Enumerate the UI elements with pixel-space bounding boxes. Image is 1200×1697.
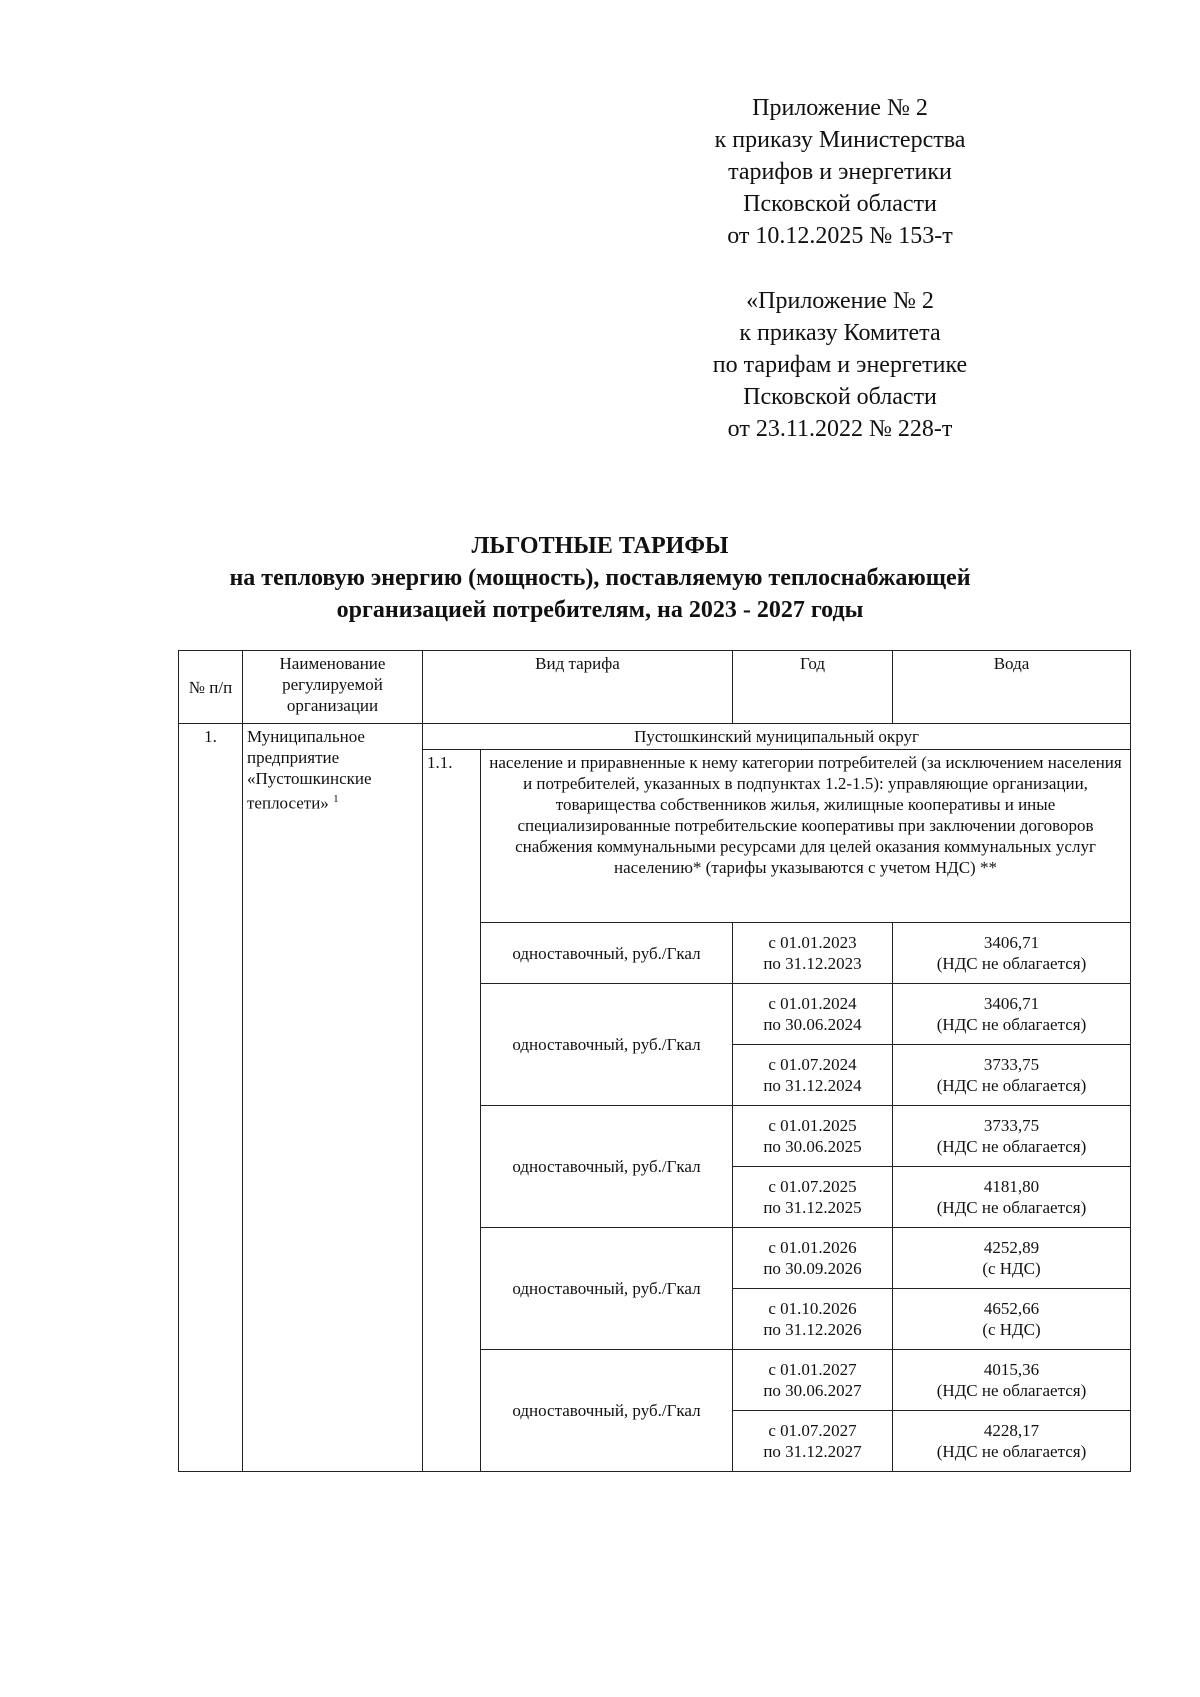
vat-note: (НДС не облагается) bbox=[936, 1137, 1087, 1156]
row-number: 1. bbox=[179, 724, 243, 1472]
value-cell bbox=[893, 1228, 1131, 1289]
period-to: по 30.06.2027 bbox=[763, 1381, 862, 1400]
value-cell bbox=[893, 1350, 1131, 1411]
rate-label: одноставочный, руб./Гкал bbox=[481, 984, 733, 1106]
period-from: с 01.01.2023 bbox=[768, 933, 857, 952]
title-line-2: на тепловую энергию (мощность), поставляемую теплоснабжающей bbox=[229, 565, 971, 591]
period-to: по 31.12.2027 bbox=[763, 1442, 862, 1461]
value-cell bbox=[893, 1289, 1131, 1350]
org-name: Муниципальное предприятие «Пустошкинские теплосети» bbox=[247, 727, 372, 813]
table-header-row bbox=[179, 651, 1131, 724]
tariff-value: 4181,80 bbox=[983, 1177, 1040, 1196]
vat-note: (НДС не облагается) bbox=[936, 954, 1087, 973]
sub-number: 1.1. bbox=[423, 750, 481, 1472]
period-from: с 01.01.2027 bbox=[768, 1360, 857, 1379]
header-num: № п/п bbox=[179, 651, 243, 724]
value-cell bbox=[893, 1045, 1131, 1106]
period-cell bbox=[733, 984, 893, 1045]
period-from: с 01.01.2024 bbox=[768, 994, 857, 1013]
prior-appendix-header bbox=[640, 285, 1040, 445]
rate-label: одноставочный, руб./Гкал bbox=[481, 923, 733, 984]
period-to: по 30.06.2025 bbox=[763, 1137, 862, 1156]
vat-note: (НДС не облагается) bbox=[936, 1381, 1087, 1400]
tariff-value: 4015,36 bbox=[983, 1360, 1040, 1379]
period-to: по 30.09.2026 bbox=[763, 1259, 862, 1278]
category-text: население и приравненные к нему категории потребителей (за исключением населения и потребителей, указанных в подпунктах 1.2-1.5): управляющие организации, товарищества собственников жилья, жилищные кооперативы и иные специализированные потребительские кооперативы при заключении договоров снабжения коммунальными ресурсами для целей оказания коммунальных услуг населению* (тарифы указываются с учетом НДС) ** bbox=[481, 750, 1131, 923]
appendix-line: от 10.12.2025 № 153-т bbox=[727, 223, 953, 249]
period-to: по 31.12.2024 bbox=[763, 1076, 862, 1095]
prior-appendix-line: Псковской области bbox=[743, 384, 937, 410]
value-cell bbox=[893, 1411, 1131, 1472]
rate-label: одноставочный, руб./Гкал bbox=[481, 1228, 733, 1350]
period-to: по 31.12.2026 bbox=[763, 1320, 862, 1339]
value-cell bbox=[893, 984, 1131, 1045]
appendix-line: Приложение № 2 bbox=[752, 95, 928, 121]
period-from: с 01.07.2027 bbox=[768, 1421, 857, 1440]
vat-note: (с НДС) bbox=[982, 1320, 1041, 1339]
tariff-table bbox=[178, 650, 1131, 1472]
org-footnote: 1 bbox=[333, 793, 339, 805]
value-cell bbox=[893, 1106, 1131, 1167]
vat-note: (НДС не облагается) bbox=[936, 1442, 1087, 1461]
period-to: по 31.12.2025 bbox=[763, 1198, 862, 1217]
prior-appendix-line: «Приложение № 2 bbox=[746, 288, 934, 314]
period-cell bbox=[733, 1289, 893, 1350]
period-cell bbox=[733, 1350, 893, 1411]
tariff-value: 4252,89 bbox=[983, 1238, 1040, 1257]
period-cell bbox=[733, 1167, 893, 1228]
header-year: Год bbox=[733, 651, 893, 724]
vat-note: (с НДС) bbox=[982, 1259, 1041, 1278]
value-cell bbox=[893, 923, 1131, 984]
tariff-value: 3733,75 bbox=[983, 1055, 1040, 1074]
tariff-value: 3406,71 bbox=[983, 994, 1040, 1013]
period-cell bbox=[733, 1106, 893, 1167]
prior-appendix-line: к приказу Комитета bbox=[739, 320, 941, 346]
period-cell bbox=[733, 923, 893, 984]
tariff-value: 3406,71 bbox=[983, 933, 1040, 952]
appendix-line: к приказу Министерства bbox=[714, 127, 966, 153]
tariff-value: 3733,75 bbox=[983, 1116, 1040, 1135]
period-cell bbox=[733, 1411, 893, 1472]
header-type: Вид тарифа bbox=[423, 651, 733, 724]
org-name-cell bbox=[243, 724, 423, 1472]
district-row bbox=[179, 724, 1131, 750]
header-water: Вода bbox=[893, 651, 1131, 724]
period-from: с 01.07.2025 bbox=[768, 1177, 857, 1196]
tariff-value: 4228,17 bbox=[983, 1421, 1040, 1440]
period-to: по 31.12.2023 bbox=[763, 954, 862, 973]
appendix-line: тарифов и энергетики bbox=[728, 159, 952, 185]
vat-note: (НДС не облагается) bbox=[936, 1198, 1087, 1217]
value-cell bbox=[893, 1167, 1131, 1228]
vat-note: (НДС не облагается) bbox=[936, 1076, 1087, 1095]
period-to: по 30.06.2024 bbox=[763, 1015, 862, 1034]
header-org: Наименование регулируемой организации bbox=[243, 651, 423, 724]
period-cell bbox=[733, 1228, 893, 1289]
prior-appendix-line: по тарифам и энергетике bbox=[712, 352, 968, 378]
document-title bbox=[100, 530, 1100, 626]
appendix-line: Псковской области bbox=[743, 191, 937, 217]
vat-note: (НДС не облагается) bbox=[936, 1015, 1087, 1034]
rate-label: одноставочный, руб./Гкал bbox=[481, 1106, 733, 1228]
period-cell bbox=[733, 1045, 893, 1106]
title-line-1: ЛЬГОТНЫЕ ТАРИФЫ bbox=[471, 533, 729, 559]
period-from: с 01.01.2026 bbox=[768, 1238, 857, 1257]
period-from: с 01.01.2025 bbox=[768, 1116, 857, 1135]
rate-label: одноставочный, руб./Гкал bbox=[481, 1350, 733, 1472]
district-name: Пустошкинский муниципальный округ bbox=[423, 724, 1131, 750]
prior-appendix-line: от 23.11.2022 № 228-т bbox=[727, 416, 953, 442]
period-from: с 01.10.2026 bbox=[768, 1299, 857, 1318]
period-from: с 01.07.2024 bbox=[768, 1055, 857, 1074]
tariff-value: 4652,66 bbox=[983, 1299, 1040, 1318]
appendix-header bbox=[640, 92, 1040, 252]
title-line-3: организацией потребителям, на 2023 - 2027 годы bbox=[336, 597, 864, 623]
